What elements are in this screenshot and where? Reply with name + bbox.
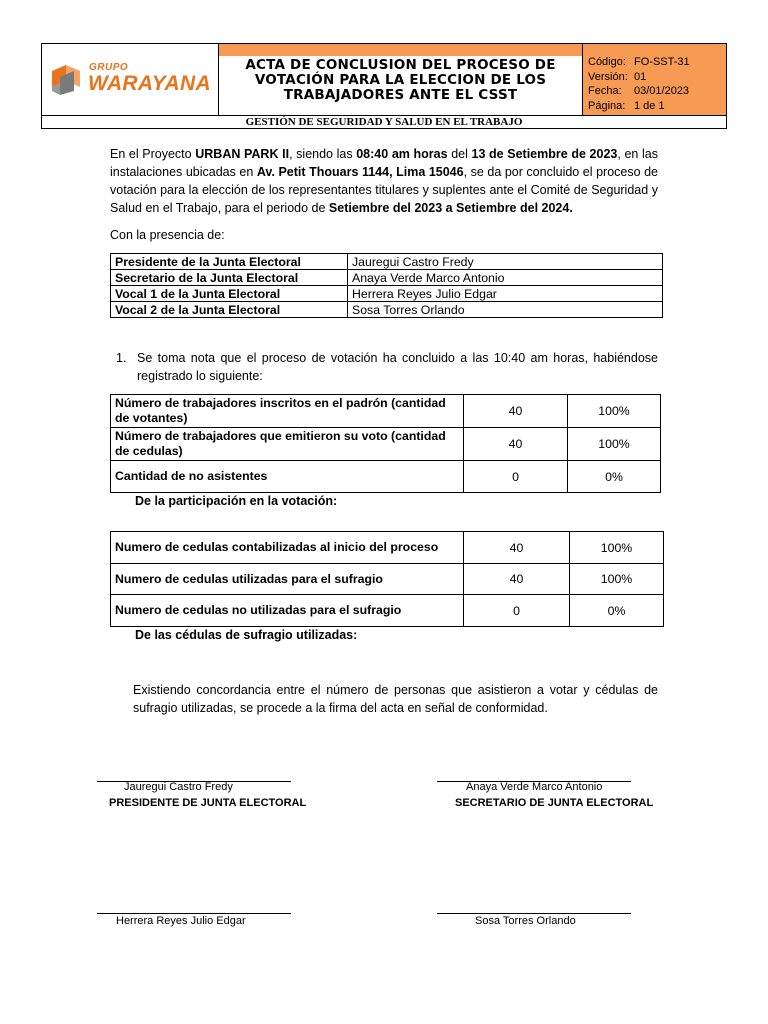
fecha-value: 03/01/2023 <box>634 85 690 97</box>
item-number: 1. <box>116 351 127 365</box>
table-row: Numero de cedulas utilizadas para el sufragio 40 100% <box>111 564 664 595</box>
signature-name: Sosa Torres Orlando <box>475 915 576 927</box>
table-row: Cantidad de no asistentes 0 0% <box>111 461 661 493</box>
codigo-value: FO-SST-31 <box>634 56 690 68</box>
codigo-row: Código: FO-SST-31 <box>588 56 690 68</box>
start-time: 08:40 am horas <box>356 147 448 161</box>
electoral-board-table <box>110 253 663 318</box>
project-name: URBAN PARK II <box>195 147 290 161</box>
intro-paragraph: En el Proyecto URBAN PARK II, siendo las 08:40 am horas del 13 de Setiembre de 2023, en las instalaciones ubicadas en Av. Petit Thouars 1144, Lima 15046, se da por concluido el proceso de votación para la elección de los representantes titulares y suplentes ante el Comité de Seguridad y Salud en el Trabajo, para el periodo de Setiembre del 2023 a Setiembre del 2024. <box>110 147 658 215</box>
logo-brand-name: WARAYANA <box>88 72 211 95</box>
table-row: Vocal 2 de la Junta Electoral Sosa Torres Orlando <box>111 302 663 318</box>
table-row: Numero de cedulas contabilizadas al inicio del proceso 40 100% <box>111 532 664 564</box>
address: Av. Petit Thouars 1144, Lima 15046 <box>256 165 464 179</box>
signature-name: Jauregui Castro Fredy <box>124 781 233 793</box>
ballots-caption: De las cédulas de sufragio utilizadas: <box>135 628 358 642</box>
document-title: ACTA DE CONCLUSION DEL PROCESO DE VOTACIÓN PARA LA ELECCION DE LOS TRABAJADORES ANTE EL CSST <box>245 57 556 103</box>
signature-name: Herrera Reyes Julio Edgar <box>116 915 246 927</box>
participation-table <box>110 394 661 493</box>
header-subtitle: GESTIÓN DE SEGURIDAD Y SALUD EN EL TRABAJO <box>42 115 726 129</box>
signature-line <box>97 913 291 914</box>
table-row: Secretario de la Junta Electoral Anaya Verde Marco Antonio <box>111 270 663 286</box>
presence-label: Con la presencia de: <box>110 228 225 242</box>
version-value: 01 <box>634 70 647 83</box>
title-cell <box>219 44 583 115</box>
signature-line <box>437 913 631 914</box>
pagina-value: 1 de 1 <box>634 99 665 112</box>
table-row: Número de trabajadores que emitieron su voto (cantidad de cedulas) 40 100% <box>111 428 661 461</box>
title-color-band <box>219 44 582 56</box>
participation-caption: De la participación en la votación: <box>135 494 338 508</box>
table-row: Numero de cedulas no utilizadas para el sufragio 0 0% <box>111 595 664 627</box>
signature-role: SECRETARIO DE JUNTA ELECTORAL <box>455 797 654 809</box>
signature-name: Anaya Verde Marco Antonio <box>466 781 603 793</box>
closing-paragraph: Existiendo concordancia entre el número de personas que asistieron a votar y cédulas de sufragio utilizadas, se procede a la firma del acta en señal de conformidad. <box>133 683 658 715</box>
election-date: 13 de Setiembre de 2023 <box>471 147 618 161</box>
ballots-table <box>110 531 664 627</box>
signature-role: PRESIDENTE DE JUNTA ELECTORAL <box>109 797 307 809</box>
fecha-row: Fecha: 03/01/2023 <box>588 85 690 97</box>
pagina-row: Página: 1 de 1 <box>588 99 665 112</box>
item-1-text: Se toma nota que el proceso de votación ha concluido a las 10:40 am horas, habiéndose registrado lo siguiente: <box>137 351 658 383</box>
period: Setiembre del 2023 a Setiembre del 2024. <box>328 201 573 215</box>
logo-group-text: GRUPO <box>89 62 129 73</box>
table-row: Vocal 1 de la Junta Electoral Herrera Reyes Julio Edgar <box>111 286 663 302</box>
table-row: Presidente de la Junta Electoral Jauregui Castro Fredy <box>111 254 663 270</box>
table-row: Número de trabajadores inscritos en el padrón (cantidad de votantes) 40 100% <box>111 395 661 428</box>
version-row: Versión: 01 <box>588 70 647 83</box>
document-control-box <box>583 44 726 115</box>
warayana-logo-icon <box>48 63 84 97</box>
